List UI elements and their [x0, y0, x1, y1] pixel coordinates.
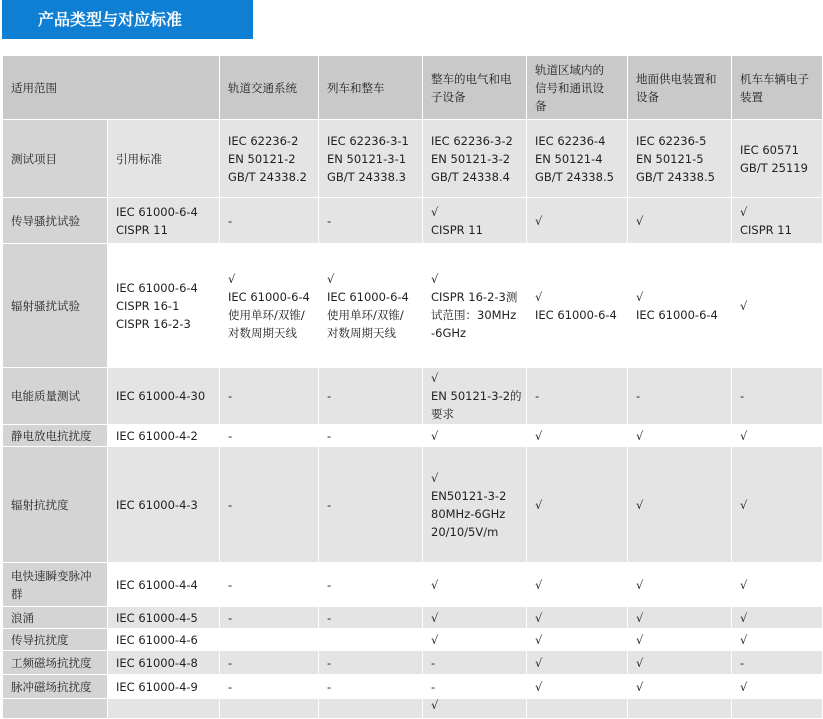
table-cell: - [732, 368, 823, 425]
row-label: 浪涌 [3, 607, 108, 629]
table-cell: - [319, 651, 423, 675]
table-cell [319, 699, 423, 719]
ref-standard-cell: IEC 61000-4-9 [108, 675, 220, 699]
table-cell: √ EN50121-3-2 80MHz-6GHz 20/10/5V/m [423, 447, 527, 563]
row-label: 电快速瞬变脉冲 群 [3, 563, 108, 607]
table-cell [527, 699, 628, 719]
column-header: 轨道区域内的 信号和通讯设 备 [527, 56, 628, 120]
ref-standard-cell: IEC 61000-6-4 CISPR 16-1 CISPR 16-2-3 [108, 244, 220, 368]
ref-standard-cell: IEC 61000-4-5 [108, 607, 220, 629]
table-cell: IEC 62236-4 EN 50121-4 GB/T 24338.5 [527, 120, 628, 198]
table-cell: √ IEC 61000-6-4 使用单环/双锥/ 对数周期天线 [220, 244, 319, 368]
table-cell: - [220, 563, 319, 607]
table-cell: √ [628, 629, 732, 651]
table-cell: √ IEC 61000-6-4 [527, 244, 628, 368]
table-row [3, 607, 823, 629]
table-cell: √ CISPR 11 [732, 198, 823, 244]
table-row [3, 447, 823, 563]
row-label: 脉冲磁场抗扰度 [3, 675, 108, 699]
table-cell: - [527, 368, 628, 425]
table-header-row [3, 56, 823, 120]
table-cell: √ [527, 675, 628, 699]
column-header: 地面供电装置和 设备 [628, 56, 732, 120]
table-cell: - [319, 563, 423, 607]
table-cell: √ [628, 447, 732, 563]
table-cell: - [319, 447, 423, 563]
table-cell: √ IEC 61000-6-4 [628, 244, 732, 368]
ref-standard-cell: IEC 61000-4-2 [108, 425, 220, 447]
table-cell: √ [527, 563, 628, 607]
table-cell: √ [732, 675, 823, 699]
ref-standard-cell: IEC 61000-4-4 [108, 563, 220, 607]
table-row [3, 425, 823, 447]
table-cell: √ [527, 425, 628, 447]
ref-standard-cell: IEC 61000-4-3 [108, 447, 220, 563]
table-cell: √ [628, 425, 732, 447]
table-cell: - [319, 675, 423, 699]
table-cell: √ [423, 607, 527, 629]
table-cell: √ IEC 61000-6-4 使用单环/双锥/ 对数周期天线 [319, 244, 423, 368]
table-cell: √ CISPR 16-2-3测 试范围：30MHz -6GHz [423, 244, 527, 368]
table-cell: √ [628, 607, 732, 629]
row-label: 传导抗扰度 [3, 629, 108, 651]
table-cell: - [220, 368, 319, 425]
table-cell: √ [423, 629, 527, 651]
row-label: 辐射骚扰试验 [3, 244, 108, 368]
ref-standard-cell: 引用标准 [108, 120, 220, 198]
table-cell: √ CISPR 11 [423, 198, 527, 244]
table-cell: - [220, 675, 319, 699]
table-cell: √ [527, 651, 628, 675]
table-row [3, 368, 823, 425]
ref-standard-cell: IEC 61000-4-6 [108, 629, 220, 651]
table-cell: √ [423, 425, 527, 447]
column-header: 列车和整车 [319, 56, 423, 120]
table-cell: √ [423, 699, 527, 719]
standards-table [2, 55, 823, 719]
table-cell: - [319, 425, 423, 447]
table-cell: - [220, 651, 319, 675]
table-cell: √ [732, 607, 823, 629]
column-header: 整车的电气和电 子设备 [423, 56, 527, 120]
row-label: 测试项目 [3, 120, 108, 198]
table-cell: √ [527, 607, 628, 629]
ref-standard-cell: IEC 61000-4-8 [108, 651, 220, 675]
table-row [3, 563, 823, 607]
table-cell: - [220, 447, 319, 563]
table-cell [220, 629, 319, 651]
table-row [3, 120, 823, 198]
table-cell: IEC 62236-5 EN 50121-5 GB/T 24338.5 [628, 120, 732, 198]
table-cell: √ [732, 629, 823, 651]
table-cell: √ EN 50121-3-2的 要求 [423, 368, 527, 425]
table-cell [628, 699, 732, 719]
table-cell: √ [423, 563, 527, 607]
row-label: 静电放电抗扰度 [3, 425, 108, 447]
table-cell: √ [732, 563, 823, 607]
table-cell: - [423, 675, 527, 699]
table-cell: - [319, 607, 423, 629]
table-row [3, 675, 823, 699]
table-row [3, 244, 823, 368]
table-cell: √ [628, 675, 732, 699]
row-label: 传导骚扰试验 [3, 198, 108, 244]
row-label [3, 699, 108, 719]
table-cell: - [220, 425, 319, 447]
ref-standard-cell [108, 699, 220, 719]
table-cell: IEC 62236-3-1 EN 50121-3-1 GB/T 24338.3 [319, 120, 423, 198]
table-cell: - [423, 651, 527, 675]
table-cell: √ [628, 651, 732, 675]
table-cell: - [319, 198, 423, 244]
table-cell: √ [527, 629, 628, 651]
table-cell [319, 629, 423, 651]
page-title: 产品类型与对应标准 [2, 0, 253, 39]
table-cell: √ [527, 198, 628, 244]
table-cell: √ [628, 563, 732, 607]
row-label: 工频磁场抗扰度 [3, 651, 108, 675]
table-cell: - [220, 198, 319, 244]
table-cell: - [628, 368, 732, 425]
table-cell: √ [527, 447, 628, 563]
column-header: 轨道交通系统 [220, 56, 319, 120]
table-cell: - [732, 651, 823, 675]
scope-label: 适用范围 [3, 56, 220, 120]
column-header: 机车车辆电子 装置 [732, 56, 823, 120]
table-cell: IEC 60571 GB/T 25119 [732, 120, 823, 198]
table-row [3, 629, 823, 651]
table-cell: IEC 62236-3-2 EN 50121-3-2 GB/T 24338.4 [423, 120, 527, 198]
table-row [3, 651, 823, 675]
table-cell: √ [732, 244, 823, 368]
table-row [3, 699, 823, 719]
table-cell [220, 699, 319, 719]
table-cell: √ [732, 447, 823, 563]
row-label: 电能质量测试 [3, 368, 108, 425]
table-cell: IEC 62236-2 EN 50121-2 GB/T 24338.2 [220, 120, 319, 198]
table-cell: - [319, 368, 423, 425]
table-cell: √ [628, 198, 732, 244]
table-cell: - [220, 607, 319, 629]
row-label: 辐射抗扰度 [3, 447, 108, 563]
ref-standard-cell: IEC 61000-6-4 CISPR 11 [108, 198, 220, 244]
table-cell [732, 699, 823, 719]
table-cell: √ [732, 425, 823, 447]
table-row [3, 198, 823, 244]
ref-standard-cell: IEC 61000-4-30 [108, 368, 220, 425]
